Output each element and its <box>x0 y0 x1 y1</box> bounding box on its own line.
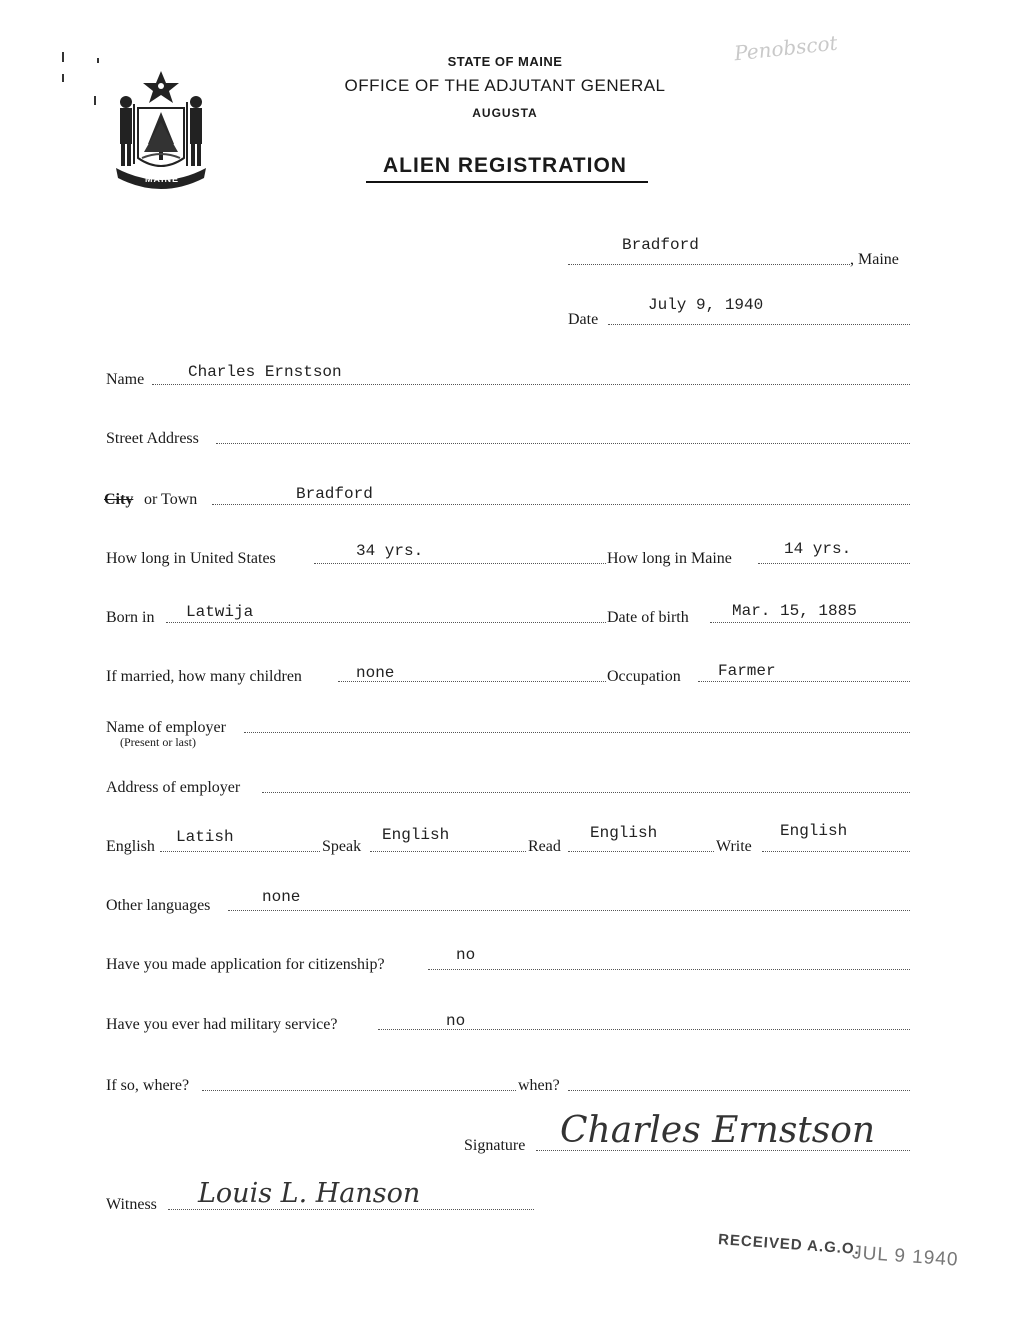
employer-line <box>244 732 910 733</box>
born-in-line <box>166 622 606 623</box>
where-line <box>202 1090 516 1091</box>
witness-value: Louis L. Hanson <box>198 1178 421 1209</box>
english-value: Latish <box>176 828 234 846</box>
where-label: If so, where? <box>106 1077 190 1094</box>
read-label: Read <box>528 838 561 855</box>
occupation-value: Farmer <box>718 662 776 680</box>
title-underline <box>366 181 648 183</box>
dob-line <box>710 622 910 623</box>
military-value: no <box>446 1012 466 1030</box>
other-languages-label: Other languages <box>106 897 211 914</box>
speak-label: Speak <box>322 838 362 855</box>
english-label: English <box>106 838 155 855</box>
us-duration-value: 34 yrs. <box>356 542 424 560</box>
city-struck: City <box>104 491 134 508</box>
form-title: ALIEN REGISTRATION <box>383 154 627 177</box>
born-in-label: Born in <box>106 609 155 626</box>
military-label: Have you ever had military service? <box>106 1016 338 1033</box>
employer-address-label: Address of employer <box>106 779 241 796</box>
english-line <box>160 851 320 852</box>
write-line <box>762 851 910 852</box>
read-line <box>568 851 714 852</box>
speak-value: English <box>382 826 450 844</box>
location-line <box>568 264 850 265</box>
town-label: or Town <box>144 491 198 508</box>
dob-label: Date of birth <box>607 609 689 626</box>
when-label: when? <box>518 1077 560 1094</box>
speak-line <box>370 851 526 852</box>
signature-value: Charles Ernstson <box>560 1110 876 1151</box>
write-label: Write <box>716 838 752 855</box>
read-value: English <box>590 824 658 842</box>
children-value: none <box>356 664 395 682</box>
town-line <box>212 504 910 505</box>
dob-value: Mar. 15, 1885 <box>732 602 857 620</box>
maine-duration-line <box>758 563 910 564</box>
write-value: English <box>780 822 848 840</box>
maine-duration-label: How long in Maine <box>607 550 732 567</box>
town-value: Bradford <box>296 485 373 503</box>
citizenship-label: Have you made application for citizenship? <box>106 956 385 973</box>
location-value: Bradford <box>622 236 699 254</box>
citizenship-line <box>428 969 910 970</box>
street-line <box>216 443 910 444</box>
header-city: AUGUSTA <box>472 106 538 120</box>
edge-mark <box>94 96 96 105</box>
signature-label: Signature <box>464 1137 526 1154</box>
witness-label: Witness <box>106 1196 157 1213</box>
born-in-value: Latwija <box>186 603 254 621</box>
citizenship-value: no <box>456 946 476 964</box>
occupation-line <box>698 681 910 682</box>
name-line <box>152 384 910 385</box>
date-value: July 9, 1940 <box>648 296 764 314</box>
us-duration-label: How long in United States <box>106 550 276 567</box>
other-languages-value: none <box>262 888 301 906</box>
witness-line <box>168 1209 534 1210</box>
location-suffix: , Maine <box>850 251 899 268</box>
header-state: STATE OF MAINE <box>447 54 563 69</box>
occupation-label: Occupation <box>607 668 681 685</box>
us-duration-line <box>314 563 606 564</box>
date-line <box>608 324 910 325</box>
maine-duration-value: 14 yrs. <box>784 540 852 558</box>
employer-address-line <box>262 792 910 793</box>
street-label: Street Address <box>106 430 199 447</box>
employer-sublabel: (Present or last) <box>120 735 196 749</box>
corner-pencil-note: Penobscot <box>733 30 839 66</box>
received-stamp-date: JUL 9 1940 <box>851 1242 960 1271</box>
employer-label: Name of employer <box>106 719 226 736</box>
name-value: Charles Ernstson <box>188 363 342 381</box>
header-office: OFFICE OF THE ADJUTANT GENERAL <box>344 76 666 95</box>
children-label: If married, how many children <box>106 668 302 685</box>
name-label: Name <box>106 371 145 388</box>
other-languages-line <box>228 910 910 911</box>
date-label: Date <box>568 311 599 328</box>
seal-label: MAINE <box>145 174 179 184</box>
when-line <box>568 1090 910 1091</box>
received-stamp: RECEIVED A.G.O. <box>717 1231 861 1258</box>
